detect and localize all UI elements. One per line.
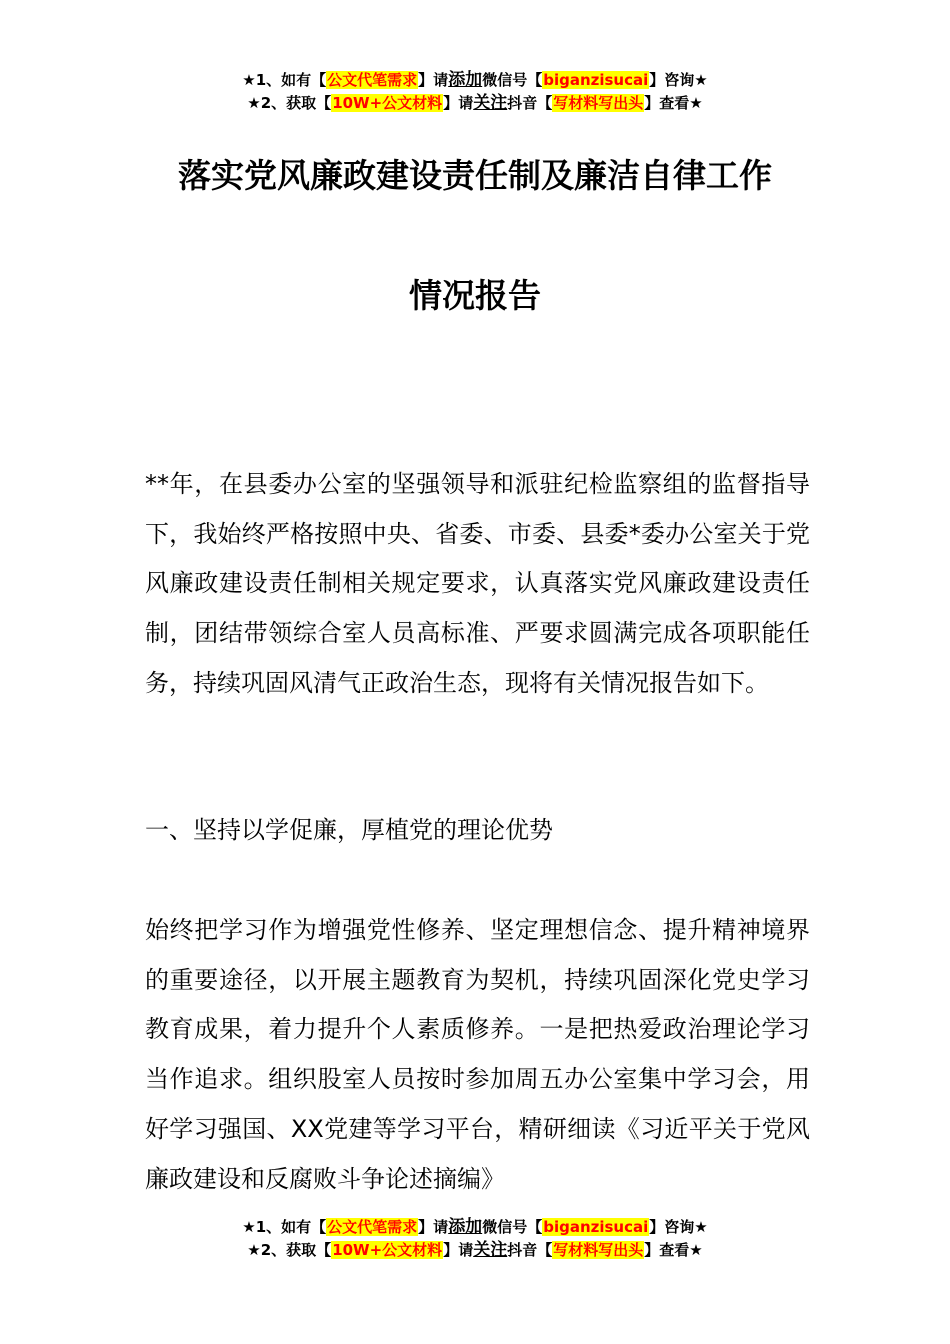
banner-line-2	[0, 92, 950, 115]
banner-text: 微信号【	[482, 1218, 543, 1236]
banner-text: 抖音【	[507, 94, 553, 112]
banner-wechat-id: biganzisucai	[543, 71, 649, 89]
banner-text: ★2、获取【	[247, 94, 332, 112]
banner-text: 抖音【	[507, 1241, 553, 1259]
banner-emphasis: 关注	[473, 1240, 508, 1260]
banner-emphasis: 添加	[448, 1217, 483, 1237]
banner-text: 】查看★	[644, 1241, 703, 1259]
document-title-line-1: 落实党风廉政建设责任制及廉洁自律工作	[178, 156, 772, 195]
banner-emphasis: 添加	[448, 70, 483, 90]
banner-highlight: 公文代笔需求	[327, 71, 418, 89]
banner-text: 微信号【	[482, 71, 543, 89]
banner-text: 】查看★	[644, 94, 703, 112]
intro-paragraph: **年，在县委办公室的坚强领导和派驻纪检监察组的监督指导下，我始终严格按照中央、省委、市委、县委*委办公室关于党风廉政建设责任制相关规定要求，认真落实党风廉政建设责任制，团结带领综合室人员高标准、严要求圆满完成各项职能任务，持续巩固风清气正政治生态，现将有关情况报告如下。	[145, 470, 810, 697]
banner-douyin-id: 写材料写出头	[553, 1241, 644, 1259]
top-banner	[0, 69, 950, 115]
banner-emphasis: 关注	[473, 93, 508, 113]
banner-highlight: 10W+公文材料	[332, 94, 443, 112]
banner-text: ★1、如有【	[242, 71, 327, 89]
section-heading: 一、坚持以学促廉，厚植党的理论优势	[145, 816, 553, 844]
banner-line-1	[0, 69, 950, 92]
banner-line-1	[0, 1216, 950, 1239]
document-title-line-2: 情况报告	[409, 276, 541, 315]
banner-douyin-id: 写材料写出头	[553, 94, 644, 112]
banner-text: 】请	[443, 1241, 474, 1259]
bottom-banner	[0, 1216, 950, 1262]
banner-highlight: 10W+公文材料	[332, 1241, 443, 1259]
banner-wechat-id: biganzisucai	[543, 1218, 649, 1236]
banner-line-2	[0, 1239, 950, 1262]
banner-highlight: 公文代笔需求	[327, 1218, 418, 1236]
banner-text: ★1、如有【	[242, 1218, 327, 1236]
banner-text: 】咨询★	[649, 71, 708, 89]
section-paragraph: 始终把学习作为增强党性修养、坚定理想信念、提升精神境界的重要途径，以开展主题教育为契机，持续巩固深化党史学习教育成果，着力提升个人素质修养。一是把热爱政治理论学习当作追求。组织股室人员按时参加周五办公室集中学习会，用好学习强国、XX党建等学习平台，精研细读《习近平关于党风廉政建设和反腐败斗争论述摘编》	[145, 916, 810, 1193]
banner-text: 】请	[418, 1218, 449, 1236]
banner-text: 】咨询★	[649, 1218, 708, 1236]
banner-text: ★2、获取【	[247, 1241, 332, 1259]
banner-text: 】请	[418, 71, 449, 89]
banner-text: 】请	[443, 94, 474, 112]
